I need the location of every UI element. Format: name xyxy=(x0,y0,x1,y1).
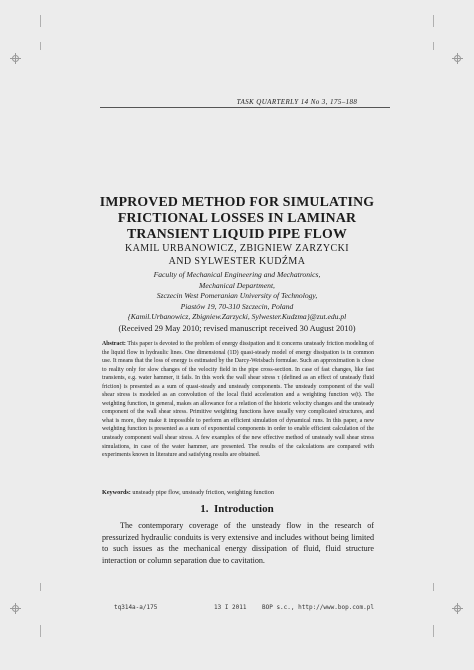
footer-date: 13 I 2011 xyxy=(214,604,247,611)
registration-mark-bottom-right xyxy=(452,603,463,614)
registration-mark-bottom-left xyxy=(10,603,21,614)
section-heading xyxy=(0,503,474,515)
crop-mark xyxy=(40,15,41,27)
keywords-label: Keywords: xyxy=(102,489,131,496)
footer-file-id: tq314a-a/175 xyxy=(114,604,158,611)
header-rule xyxy=(100,107,390,108)
crop-mark xyxy=(40,625,41,637)
affiliation-line: Faculty of Mechanical Engineering and Mechatronics, xyxy=(153,270,321,279)
crop-mark xyxy=(433,15,434,27)
received-dates: (Received 29 May 2010; revised manuscript received 30 August 2010) xyxy=(118,324,356,333)
authors-line: AND SYLWESTER KUDŹMA xyxy=(168,256,306,267)
crop-mark xyxy=(433,625,434,637)
section-number: 1. xyxy=(200,503,209,515)
authors xyxy=(80,242,394,268)
affiliation-line: Szczecin West Pomeranian University of Technology, xyxy=(156,291,318,301)
abstract xyxy=(102,340,374,460)
section-title: Introduction xyxy=(214,503,274,515)
crop-mark xyxy=(433,583,434,591)
registration-mark-top-right xyxy=(452,53,463,64)
affiliation xyxy=(80,270,394,323)
crop-mark xyxy=(433,42,434,50)
running-head: TASK QUARTERLY 14 No 3, 175–188 xyxy=(236,98,358,106)
footer-publisher: BOP s.c., http://www.bop.com.pl xyxy=(262,604,374,611)
title-line: TRANSIENT LIQUID PIPE FLOW xyxy=(127,226,347,241)
title-line: FRICTIONAL LOSSES IN LAMINAR xyxy=(117,210,357,225)
authors-line: KAMIL URBANOWICZ, ZBIGNIEW ZARZYCKI xyxy=(125,243,349,254)
registration-mark-top-left xyxy=(10,53,21,64)
abstract-text: This paper is devoted to the problem of energy dissipation and it concerns unsteady friction modeling of the liquid flow in hydraulic lines. One dimensional (1D) quasi-steady model of energy dissipation is in common use. It means that the loss of energy is estimated by the Darcy-Weisbach formulae. Such an approximation is close to reality only for slow changes of the velocity field in the pipe cross-section. In case of fast changes, like fast transients, e.g. water hammer, it fails. In this work the wall shear stress τ (defined as an effect of unsteady fluid friction) is presented as a sum of quasi-steady and unsteady components. The unsteady component of the wall shear stress is modeled as an convolution of the local fluid acceleration and a weighting function w(t). The weighting function, in general, makes an allowance for a relation of the historic velocity changes and the unsteady component of the wall shear stress. Primitive weighting functions have usually very complicated structures, and what is more, they make it impossible to perform an efficient simulation of dynamical runs. In this paper, a new weighting function is presented as a sum of exponential components in order to enable efficient calculation of the unsteady component wall shear stress. A few examples of the new effective method of unsteady wall shear stress simulations, in case of the water hammer, are presented. The results of the calculations are compared with experiments known in literature and satisfying results are obtained. xyxy=(102,341,374,459)
intro-paragraph: The contemporary coverage of the unsteady flow in the research of pressurized hydraulic conduits is very extensive and includes without being limited to such issues as the mechanical energy dissipation of fluid, fluid structure interaction or column separation due to cavitation. xyxy=(102,521,374,566)
affiliation-line: Piastów 19, 70-310 Szczecin, Poland xyxy=(180,301,294,311)
abstract-label: Abstract: xyxy=(102,341,126,347)
title-line: IMPROVED METHOD FOR SIMULATING xyxy=(99,194,375,209)
affiliation-email: {Kamil.Urbanowicz, Zbigniew.Zarzycki, Sylwester.Kudzma}@zut.edu.pl xyxy=(127,312,347,322)
crop-mark xyxy=(40,583,41,591)
paper-title xyxy=(80,194,394,242)
crop-mark xyxy=(40,42,41,50)
keywords xyxy=(102,489,402,496)
keywords-text: unsteady pipe flow, unsteady friction, weighting function xyxy=(132,489,274,496)
affiliation-line: Mechanical Department, xyxy=(199,280,275,290)
